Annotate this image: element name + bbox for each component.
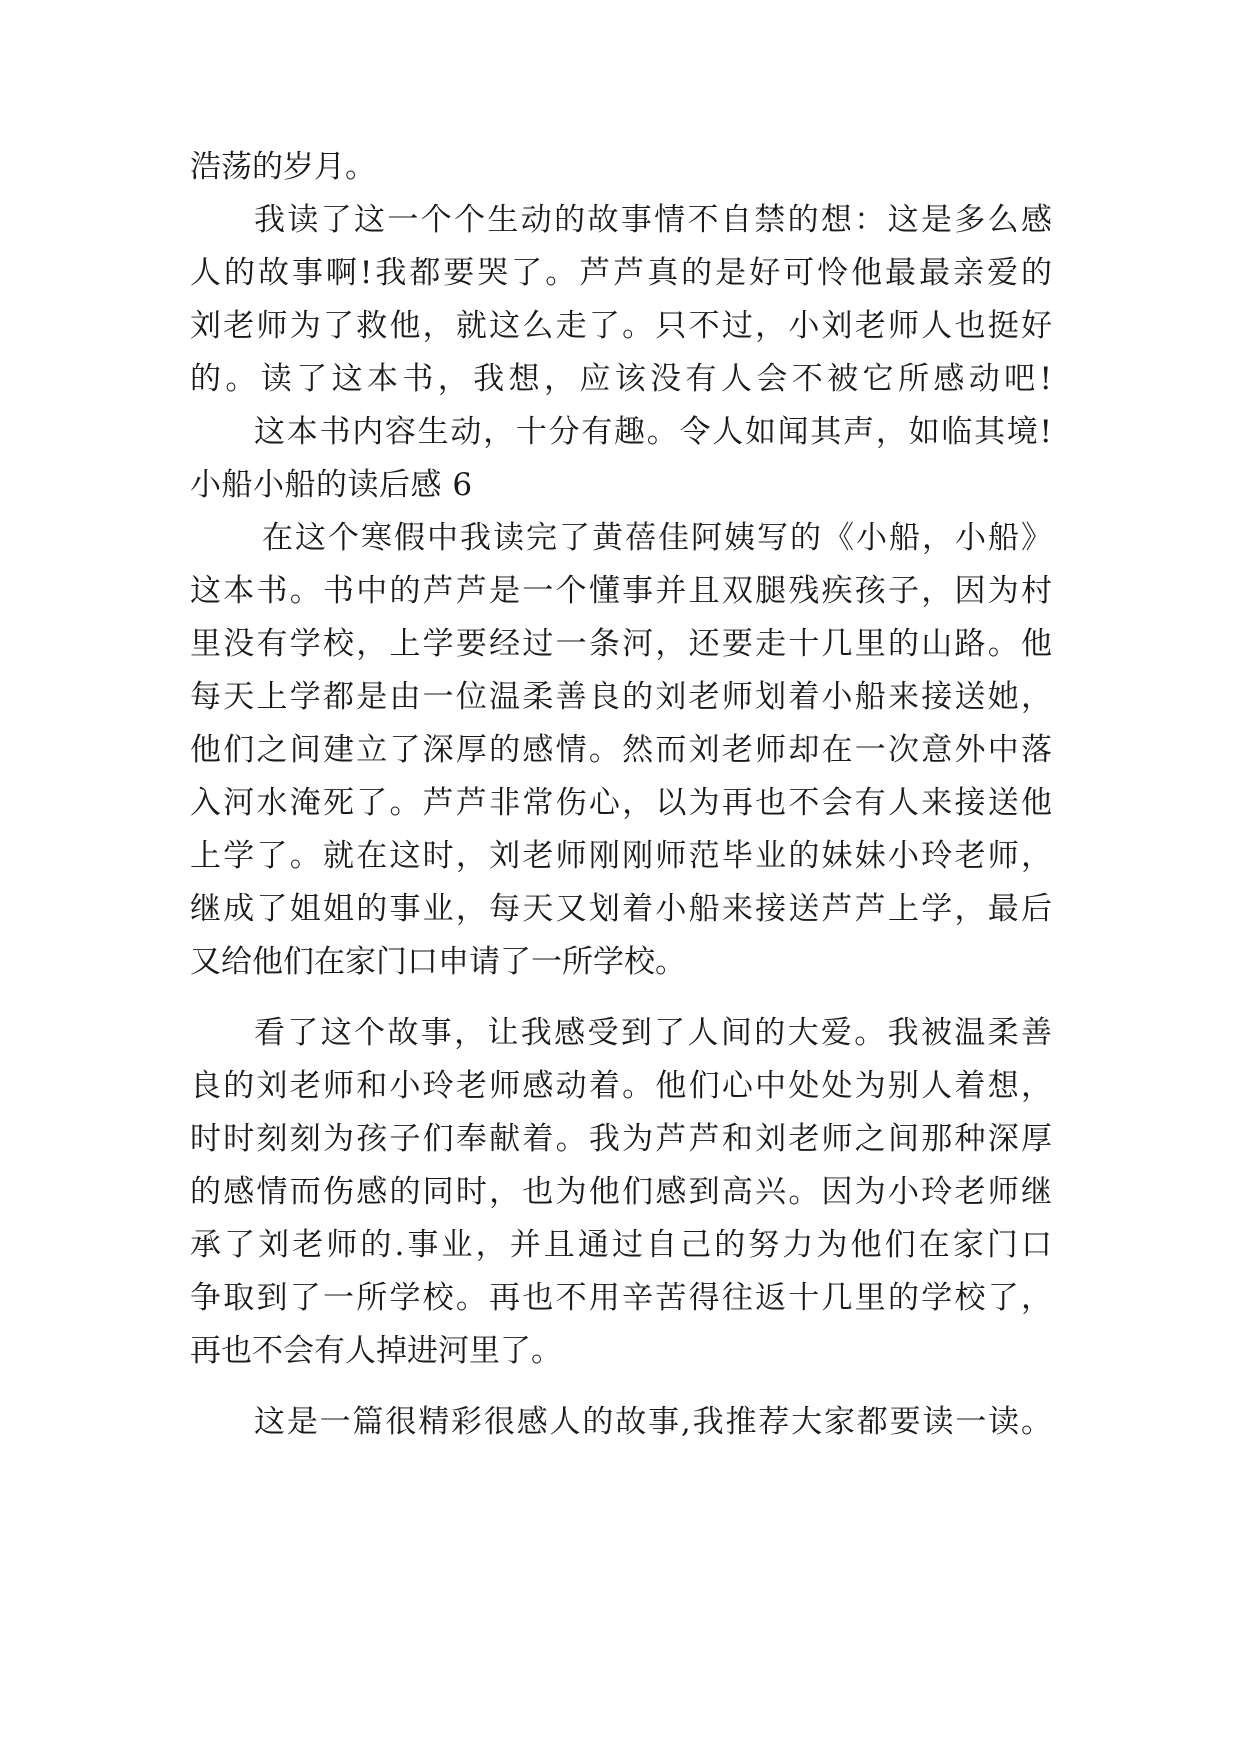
text-line: 再也不会有人掉进河里了。 <box>190 1333 562 1369</box>
text-line: 良的刘老师和小玲老师感动着。他们心中处处为别人着想， <box>190 1068 1052 1104</box>
paragraph-start: 看了这个故事，让我感受到了人间的大爱。我被温柔善 <box>254 1015 1052 1051</box>
text-line: 入河水淹死了。芦芦非常伤心，以为再也不会有人来接送他 <box>190 785 1052 821</box>
paragraph-start: 这本书内容生动，十分有趣。令人如闻其声，如临其境! <box>254 414 1052 450</box>
text-line: 继成了姐姐的事业，每天又划着小船来接送芦芦上学，最后 <box>190 891 1052 927</box>
paragraph-start: 我读了这一个个生动的故事情不自禁的想：这是多么感 <box>254 202 1052 238</box>
text-line: 承了刘老师的.事业，并且通过自己的努力为他们在家门口 <box>190 1227 1052 1263</box>
text-line: 浩荡的岁月。 <box>190 149 376 185</box>
text-line: 的感情而伤感的同时，也为他们感到高兴。因为小玲老师继 <box>190 1174 1052 1210</box>
text-line: 上学了。就在这时，刘老师刚刚师范毕业的妹妹小玲老师， <box>190 838 1052 874</box>
text-line: 人的故事啊!我都要哭了。芦芦真的是好可怜他最最亲爱的 <box>190 255 1052 291</box>
paragraph-start: 这是一篇很精彩很感人的故事,我推荐大家都要读一读。 <box>254 1404 1052 1440</box>
text-line: 这本书。书中的芦芦是一个懂事并且双腿残疾孩子，因为村 <box>190 573 1052 609</box>
section-heading: 小船小船的读后感 6 <box>190 467 473 503</box>
text-line: 的。读了这本书，我想，应该没有人会不被它所感动吧! <box>190 361 1052 397</box>
text-line: 又给他们在家门口申请了一所学校。 <box>190 944 686 980</box>
text-line: 争取到了一所学校。再也不用辛苦得往返十几里的学校了， <box>190 1280 1052 1316</box>
text-line: 他们之间建立了深厚的感情。然而刘老师却在一次意外中落 <box>190 732 1052 768</box>
text-line: 刘老师为了救他，就这么走了。只不过，小刘老师人也挺好 <box>190 308 1052 344</box>
text-line: 时时刻刻为孩子们奉献着。我为芦芦和刘老师之间那种深厚 <box>190 1121 1052 1157</box>
text-line: 每天上学都是由一位温柔善良的刘老师划着小船来接送她， <box>190 679 1052 715</box>
text-line: 里没有学校，上学要经过一条河，还要走十几里的山路。他 <box>190 626 1052 662</box>
paragraph-start: 在这个寒假中我读完了黄蓓佳阿姨写的《小船，小船》 <box>262 520 1052 556</box>
